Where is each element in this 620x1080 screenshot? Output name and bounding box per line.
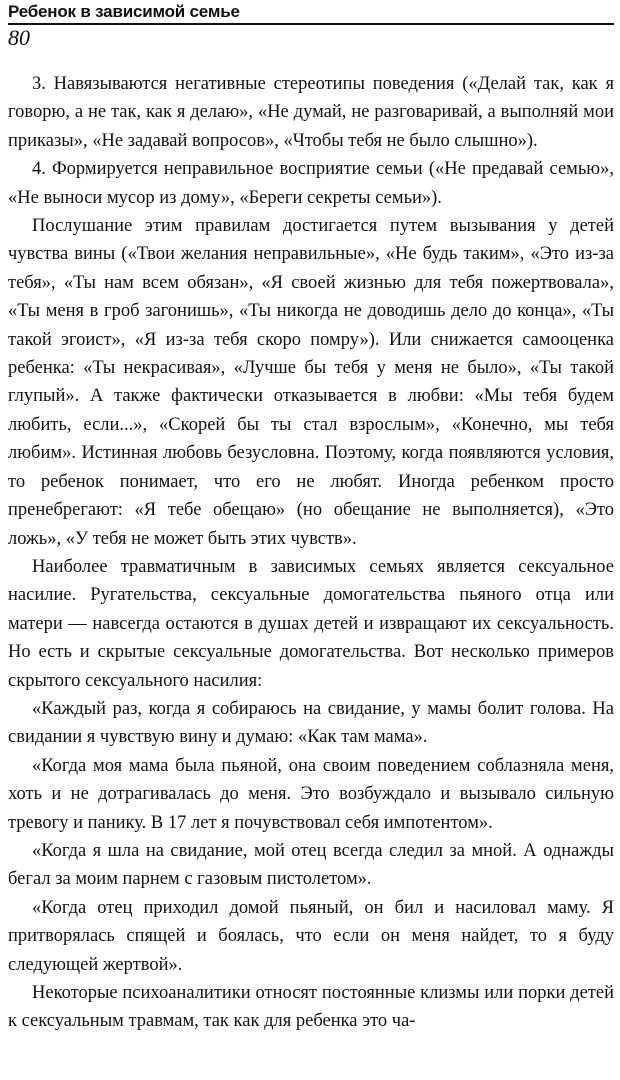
paragraph: 4. Формируется неправильное восприятие семьи («Не предавай семью», «Не выноси мусор из дому», «Береги секреты семьи»). — [8, 159, 614, 208]
header-rule — [8, 23, 614, 25]
paragraph: 3. Навязываются негативные стереотипы поведения («Делай так, как я говорю, а не так, как я делаю», «Не думай, не разговаривай, а выполняй мои приказы», «Не задавай вопросов», «Чтобы тебя не было слышно»). — [8, 74, 614, 151]
page-number: 80 — [8, 25, 30, 50]
paragraph: Некоторые психоаналитики относят постоянные клизмы или порки детей к сексуальным травмам, так как для ребенка это ча- — [8, 983, 614, 1032]
paragraph: Наиболее травматичным в зависимых семьях является сексуальное насилие. Ругательства, сексуальные домогательства пьяного отца или матери — навсегда остаются в душах детей и извращают их сексуальность. Но есть и скрытые сексуальные домогательства. Вот несколько примеров скрытого сексуального насилия: — [8, 556, 614, 691]
quote-paragraph: «Когда я шла на свидание, мой отец всегда следил за мной. А однажды бегал за моим парнем с газовым пистолетом». — [8, 840, 614, 890]
paragraph: Послушание этим правилам достигается путем вызывания у детей чувства вины («Твои желания неправильные», «Не будь таким», «Это из-за тебя», «Ты нам всем обязан», «Я своей жизнью для тебя пожертвовала», «Ты меня в гроб загонишь», «Ты никогда не доводишь дело до конца», «Ты такой эгоист», «Я из-за тебя скоро помру»). Или снижается самооценка ребенка: «Ты некрасивая», «Лучше бы тебя у меня не было», «Ты такой глупый». А также фактически отказывается в любви: «Мы тебя будем любить, если...», «Скорей бы ты стал взрослым», «Конечно, мы тебя любим». Истинная любовь безусловна. Поэтому, когда появляются условия, то ребенок понимает, что его не любят. Иногда ребенком просто пренебрегают: «Я тебе обещаю» (но обещание не выполняется), «Это ложь», «У тебя не может быть этих чувств». — [8, 216, 614, 549]
page-header — [8, 2, 614, 50]
quote-paragraph: «Каждый раз, когда я собираюсь на свидание, у мамы болит голова. На свидании я чувствую вину и думаю: «Как там мама». — [8, 698, 614, 748]
quote-paragraph: «Когда моя мама была пьяной, она своим поведением соблазняла меня, хоть и не дотрагивалась до меня. Это возбуждало и вызывало сильную тревогу и панику. В 17 лет я почувствовал себя импотентом». — [8, 755, 614, 833]
quote-paragraph: «Когда отец приходил домой пьяный, он бил и насиловал маму. Я притворялась спящей и боялась, что если он меня найдет, то я буду следующей жертвой». — [8, 897, 614, 975]
running-title: Ребенок в зависимой семье — [8, 2, 240, 21]
body-text — [8, 70, 614, 1036]
